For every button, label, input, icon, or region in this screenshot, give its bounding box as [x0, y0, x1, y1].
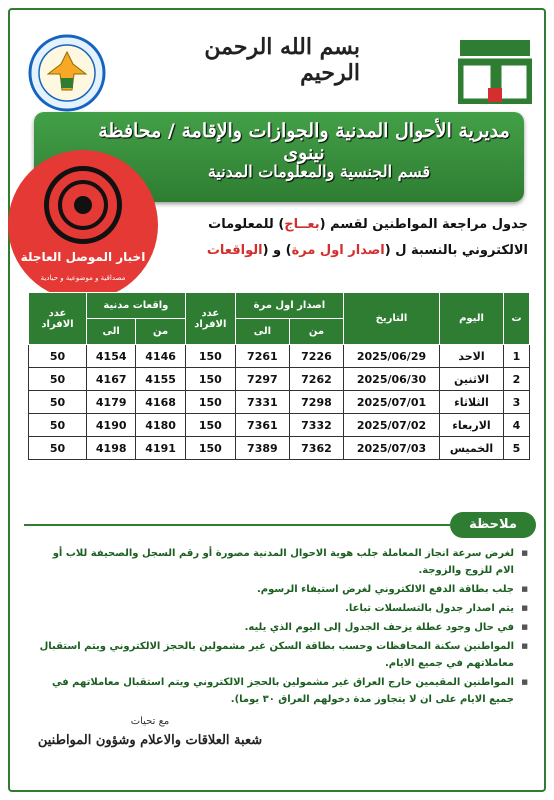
first-issue-highlight: اصدار اول مرة — [291, 243, 385, 258]
notes-divider — [24, 524, 450, 526]
col-first-issue-count: عدد الافراد — [185, 293, 235, 345]
cell-date: 2025/07/02 — [344, 414, 440, 437]
table-row — [29, 345, 530, 368]
table-header-row-1 — [29, 293, 530, 319]
cell-fi-from: 7262 — [289, 368, 343, 391]
col-events: واقعات مدنية — [87, 293, 186, 319]
cell-date: 2025/07/01 — [344, 391, 440, 414]
signature-greeting: مع تحيات — [130, 716, 170, 727]
notes-title: ملاحظة — [450, 512, 536, 538]
cell-fi-to: 7297 — [235, 368, 289, 391]
cell-day: الاربعاء — [440, 414, 504, 437]
cell-fi-to: 7331 — [235, 391, 289, 414]
cell-ev-from: 4191 — [136, 437, 185, 460]
cell-ev-count: 50 — [29, 391, 87, 414]
cell-fi-from: 7298 — [289, 391, 343, 414]
cell-ev-from: 4155 — [136, 368, 185, 391]
cell-seq: 1 — [504, 345, 530, 368]
cell-seq: 5 — [504, 437, 530, 460]
watermark-title: اخبار الموصل العاجلة — [20, 250, 146, 264]
cell-fi-to: 7361 — [235, 414, 289, 437]
note-item: ■ في حال وجود عطلة يزحف الجدول إلى اليوم الذي يليه. — [38, 619, 528, 636]
cell-ev-from: 4180 — [136, 414, 185, 437]
table-row — [29, 414, 530, 437]
col-fi-from: من — [289, 319, 343, 345]
cell-date: 2025/07/03 — [344, 437, 440, 460]
cell-ev-to: 4198 — [87, 437, 136, 460]
cell-fi-count: 150 — [185, 414, 235, 437]
cell-ev-to: 4154 — [87, 345, 136, 368]
intro-line-1: جدول مراجعة المواطنين لقسم (بعــاج) للمعلومات — [208, 217, 528, 232]
cell-fi-from: 7362 — [289, 437, 343, 460]
watermark-dot — [74, 196, 92, 214]
news-watermark-badge — [8, 150, 158, 300]
cell-ev-to: 4167 — [87, 368, 136, 391]
cell-day: الاحد — [440, 345, 504, 368]
cell-date: 2025/06/29 — [344, 345, 440, 368]
intro-line-2: الالكتروني بالنسبة ل (اصدار اول مرة) و (الواقعات — [206, 243, 528, 258]
col-ev-to: الى — [87, 319, 136, 345]
table-row — [29, 391, 530, 414]
cell-ev-from: 4146 — [136, 345, 185, 368]
signature-department: شعبة العلاقات والاعلام وشؤون المواطنين — [37, 733, 263, 748]
signature-block — [30, 716, 270, 748]
cell-day: الثلاثاء — [440, 391, 504, 414]
cell-ev-to: 4190 — [87, 414, 136, 437]
cell-date: 2025/06/30 — [344, 368, 440, 391]
eagle-seal-logo — [28, 34, 106, 112]
cell-fi-to: 7389 — [235, 437, 289, 460]
col-date: التاريخ — [344, 293, 440, 345]
cell-fi-count: 150 — [185, 437, 235, 460]
cell-ev-count: 50 — [29, 437, 87, 460]
cell-fi-to: 7261 — [235, 345, 289, 368]
cell-fi-from: 7332 — [289, 414, 343, 437]
col-fi-to: الى — [235, 319, 289, 345]
cell-day: الاثنين — [440, 368, 504, 391]
cell-seq: 3 — [504, 391, 530, 414]
cell-ev-to: 4179 — [87, 391, 136, 414]
col-ev-from: من — [136, 319, 185, 345]
note-item: ■ المواطنين المقيمين خارج العراق غير مشمولين بالحجز الالكتروني ويتم استقبال معاملاتهم في جميع الايام على ان لا يتجاوز مدة دخولهم العراق ٣٠ يوما). — [38, 674, 528, 708]
schedule-table — [28, 292, 530, 460]
col-first-issue: اصدار اول مرة — [235, 293, 343, 319]
banner-title: مديرية الأحوال المدنية والجوازات والإقامة / محافظة نينوى — [98, 120, 510, 164]
note-item: ■ جلب بطاقة الدفع الالكتروني لغرض استيفاء الرسوم. — [38, 581, 528, 598]
table-row — [29, 437, 530, 460]
events-highlight: الواقعات — [206, 243, 263, 258]
ministry-emblem-logo — [458, 38, 532, 104]
cell-fi-from: 7226 — [289, 345, 343, 368]
note-item: ■ لغرض سرعة انجاز المعاملة جلب هوية الاحوال المدنية مصورة أو رقم السجل والصحيفة للاب أو الام للزوج والزوجة. — [38, 545, 528, 579]
cell-ev-count: 50 — [29, 345, 87, 368]
notes-list — [38, 545, 528, 710]
note-item: ■ المواطنين سكنة المحافظات وحسب بطاقة السكن غير مشمولين بالحجز الالكتروني ويتم استقبال معاملاتهم في جميع الايام. — [38, 638, 528, 672]
cell-fi-count: 150 — [185, 391, 235, 414]
cell-ev-count: 50 — [29, 414, 87, 437]
cell-seq: 2 — [504, 368, 530, 391]
col-day: اليوم — [440, 293, 504, 345]
cell-fi-count: 150 — [185, 368, 235, 391]
banner-subtitle: قسم الجنسية والمعلومات المدنية — [207, 162, 431, 181]
cell-ev-from: 4168 — [136, 391, 185, 414]
col-seq: ت — [504, 293, 530, 345]
cell-fi-count: 150 — [185, 345, 235, 368]
cell-ev-count: 50 — [29, 368, 87, 391]
note-item: ■ يتم اصدار جدول بالتسلسلات تباعا. — [38, 600, 528, 617]
table-row — [29, 368, 530, 391]
watermark-subtitle: مصداقية و موضوعية و حيادية — [40, 274, 126, 282]
basmala-calligraphy: بسم الله الرحمن الرحيم — [204, 34, 360, 86]
town-name: بعــاج — [284, 217, 320, 232]
col-events-count: عدد الافراد — [29, 293, 87, 345]
cell-seq: 4 — [504, 414, 530, 437]
cell-day: الخميس — [440, 437, 504, 460]
